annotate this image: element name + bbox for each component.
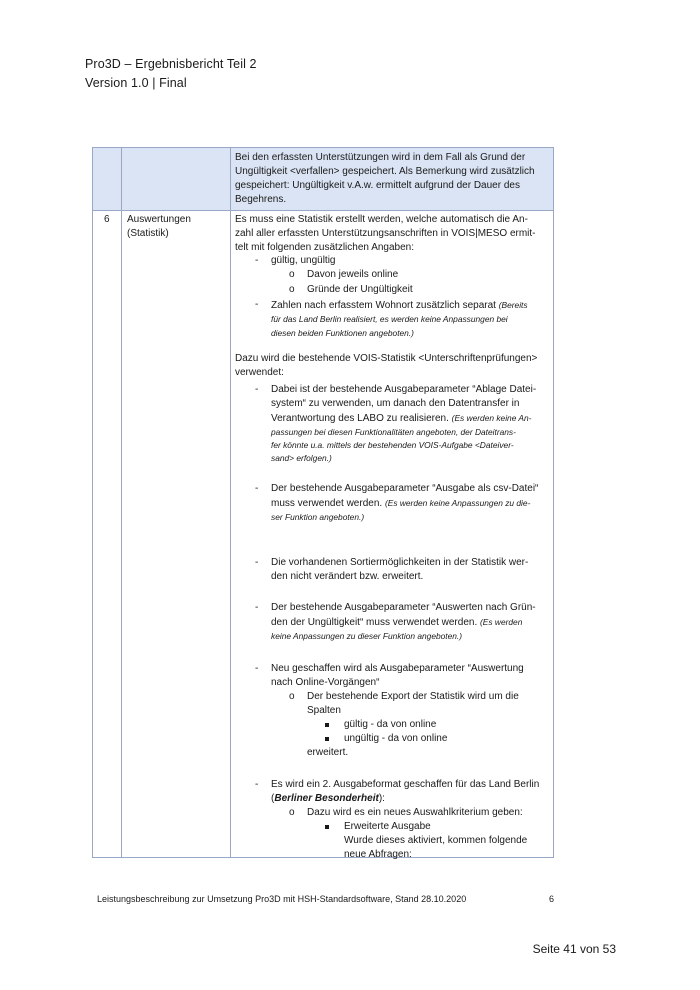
- sub-bullet-text: Gründe der Ungültigkeit: [307, 284, 413, 295]
- row-divider: [93, 210, 553, 211]
- prev-row-line: gespeichert: Ungültigkeit v.A.w. ermittelt aufgrund der Dauer des: [235, 180, 520, 191]
- sub-bullet-text: Davon jeweils online: [307, 269, 399, 280]
- paragraph-line: Dazu wird die bestehende VOIS-Statistik <Unterschriftenprüfungen>: [235, 353, 538, 364]
- dash-bullet: -: [255, 602, 259, 613]
- circle-bullet: o: [289, 807, 295, 818]
- sub-bullet-text: Spalten: [307, 705, 341, 716]
- column-divider: [121, 148, 122, 857]
- requirements-table: [92, 147, 554, 858]
- bullet-note: passungen bei diesen Funktionalitäten angeboten, der Dateitrans-: [271, 427, 516, 437]
- bullet-text: gültig, ungültig: [271, 255, 336, 266]
- document-header-version: Version 1.0 | Final: [85, 76, 187, 90]
- bullet-text: Neu geschaffen wird als Ausgabeparameter “Auswertung: [271, 663, 524, 674]
- square-bullet-text: gültig - da von online: [344, 719, 437, 730]
- intro-line: telt mit folgenden zusätzlichen Angaben:: [235, 242, 415, 253]
- dash-bullet: -: [255, 384, 259, 395]
- bullet-text: den nicht verändert bzw. erweitert.: [271, 571, 424, 582]
- bullet-note: keine Anpassungen zu dieser Funktion angeboten.): [271, 631, 463, 641]
- bullet-note: fer könnte u.a. mittels der bestehenden VOIS-Aufgabe <Dateiver-: [271, 440, 514, 450]
- dash-bullet: -: [255, 255, 259, 266]
- square-bullet-text: ungültig - da von online: [344, 733, 448, 744]
- bullet-note: für das Land Berlin realisiert, es werden keine Anpassungen bei: [271, 314, 508, 324]
- circle-bullet: o: [289, 691, 295, 702]
- bullet-text: Der bestehende Ausgabeparameter “Auswerten nach Grün-: [271, 602, 536, 613]
- page-number: Seite 41 von 53: [532, 942, 616, 956]
- dash-bullet: -: [255, 779, 259, 790]
- bullet-text: muss verwendet werden. (Es werden keine Anpassungen zu die-: [271, 498, 531, 509]
- circle-bullet: o: [289, 284, 295, 295]
- square-bullet: [325, 825, 329, 829]
- circle-bullet: o: [289, 269, 295, 280]
- dash-bullet: -: [255, 663, 259, 674]
- bullet-text: nach Online-Vorgängen“: [271, 677, 380, 688]
- square-bullet: [325, 737, 329, 741]
- square-bullet-text: neue Abfragen:: [344, 849, 412, 860]
- square-bullet-text: Wurde dieses aktiviert, kommen folgende: [344, 835, 528, 846]
- column-divider: [230, 148, 231, 857]
- prev-row-line: Ungültigkeit <verfallen> gespeichert. Als Bemerkung wird zusätzlich: [235, 166, 535, 177]
- bullet-text: Zahlen nach erfasstem Wohnort zusätzlich separat (Bereits: [271, 300, 528, 311]
- dash-bullet: -: [255, 557, 259, 568]
- row-number: 6: [104, 214, 110, 225]
- square-bullet: [325, 723, 329, 727]
- row-title: Auswertungen: [127, 214, 191, 225]
- sub-bullet-text: Dazu wird es ein neues Auswahlkriterium geben:: [307, 807, 523, 818]
- bullet-text: Die vorhandenen Sortiermöglichkeiten in der Statistik wer-: [271, 557, 529, 568]
- square-bullet-text: Erweiterte Ausgabe: [344, 821, 431, 832]
- bullet-text: den der Ungültigkeit“ muss verwendet werden. (Es werden: [271, 617, 523, 628]
- sub-bullet-text: Der bestehende Export der Statistik wird um die: [307, 691, 519, 702]
- intro-line: Es muss eine Statistik erstellt werden, welche automatisch die An-: [235, 214, 528, 225]
- dash-bullet: -: [255, 483, 259, 494]
- bullet-text: Dabei ist der bestehende Ausgabeparameter “Ablage Datei-: [271, 384, 537, 395]
- bullet-text: system“ zu verwenden, um danach den Datentransfer in: [271, 398, 520, 409]
- bullet-note: diesen beiden Funktionen angeboten.): [271, 328, 414, 338]
- document-header-title: Pro3D – Ergebnisbericht Teil 2: [85, 57, 257, 71]
- bullet-text: Der bestehende Ausgabeparameter “Ausgabe als csv-Datei“: [271, 483, 539, 494]
- sub-bullet-text: erweitert.: [307, 747, 349, 758]
- bullet-note: ser Funktion angeboten.): [271, 512, 365, 522]
- prev-row-line: Begehrens.: [235, 194, 287, 205]
- bullet-note: sand> erfolgen.): [271, 453, 332, 463]
- bullet-text: Es wird ein 2. Ausgabeformat geschaffen für das Land Berlin: [271, 779, 540, 790]
- dash-bullet: -: [255, 299, 259, 310]
- footer-number: 6: [549, 894, 555, 904]
- paragraph-line: verwendet:: [235, 367, 284, 378]
- bullet-text: Verantwortung des LABO zu realisieren. (Es werden keine An-: [271, 413, 532, 424]
- footer-text: Leistungsbeschreibung zur Umsetzung Pro3D mit HSH-Standardsoftware, Stand 28.10.2020: [97, 894, 467, 904]
- intro-line: zahl aller erfassten Unterstützungsanschriften in VOIS|MESO ermit-: [235, 228, 536, 239]
- bullet-text: (Berliner Besonderheit):: [271, 793, 385, 804]
- prev-row-line: Bei den erfassten Unterstützungen wird in dem Fall als Grund der: [235, 152, 526, 163]
- row-title-sub: (Statistik): [127, 228, 169, 239]
